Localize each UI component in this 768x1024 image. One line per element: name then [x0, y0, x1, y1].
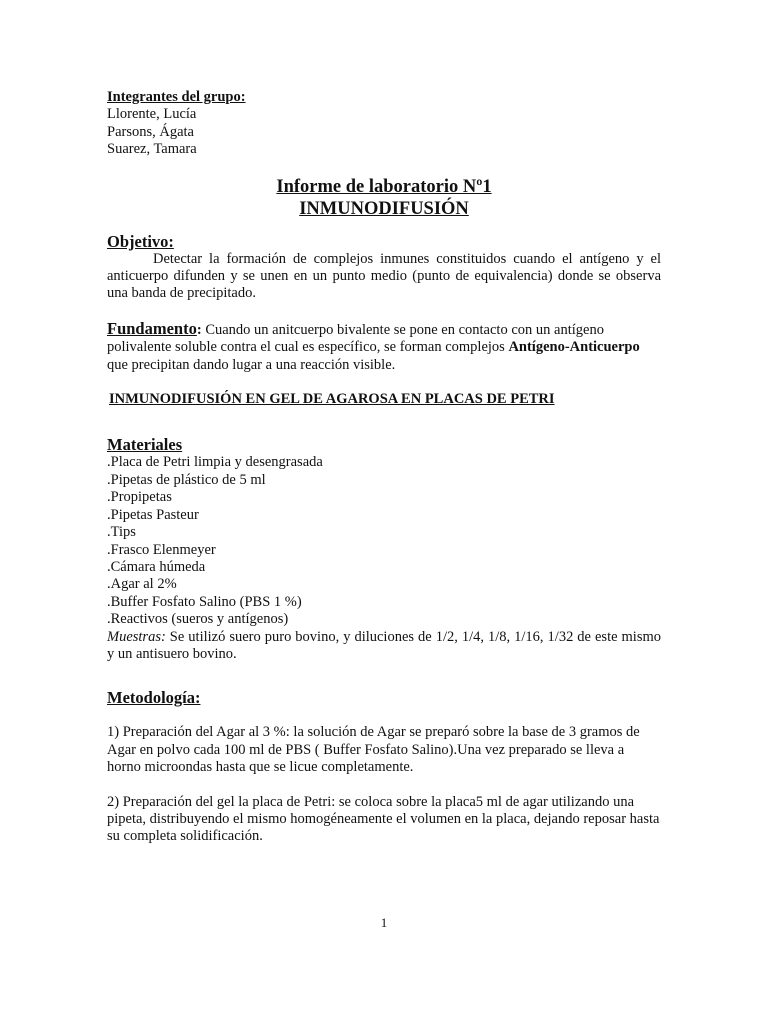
- report-title-line1: Informe de laboratorio Nº1: [276, 176, 492, 197]
- metodologia-heading: Metodología:: [107, 688, 201, 708]
- member-name: Parsons, Ágata: [107, 123, 194, 140]
- fundamento-text-end: que precipitan dando lugar a una reacción visible.: [107, 356, 396, 373]
- materiales-list: [107, 454, 661, 628]
- muestras-paragraph: [107, 629, 661, 664]
- list-item: .Pipetas Pasteur: [107, 506, 199, 523]
- list-item: .Agar al 2%: [107, 576, 177, 593]
- list-item: .Propipetas: [107, 489, 172, 506]
- materiales-heading: Materiales: [107, 435, 183, 455]
- muestras-text: Se utilizó suero puro bovino, y diluciones de 1/2, 1/4, 1/8, 1/16, 1/32 de este mismo y un antisuero bovino.: [107, 628, 661, 662]
- list-item: .Tips: [107, 524, 136, 541]
- list-item: .Buffer Fosfato Salino (PBS 1 %): [107, 593, 302, 610]
- fundamento-bold-term: Antígeno-Anticuerpo: [508, 339, 640, 356]
- page-number: 1: [380, 915, 388, 930]
- metodologia-step-1: 1) Preparación del Agar al 3 %: la solución de Agar se preparó sobre la base de 3 gramos de Agar en polvo cada 100 ml de PBS ( Buffer Fosfato Salino).Una vez preparado se lleva a horno microondas hasta que se licue completamente.: [107, 724, 640, 776]
- section-title: INMUNODIFUSIÓN EN GEL DE AGAROSA EN PLACAS DE PETRI: [109, 391, 555, 408]
- list-item: .Frasco Elenmeyer: [107, 541, 216, 558]
- fundamento-colon: :: [196, 321, 202, 338]
- fundamento-text: Cuando un anitcuerpo bivalente se pone en contacto con un antígeno polivalente soluble contra el cual es específico, se forman complejos: [107, 321, 604, 356]
- objetivo-text: Detectar la formación de complejos inmunes constituidos cuando el antígeno y el anticuerpo difunden y se unen en un punto medio (punto de equivalencia) donde se observa una banda de precipitado.: [107, 250, 661, 302]
- objetivo-heading: Objetivo:: [107, 231, 174, 251]
- fundamento-heading: Fundamento: [107, 318, 197, 338]
- group-members-section: [107, 89, 661, 159]
- member-name: Suarez, Tamara: [107, 141, 197, 158]
- report-title: [107, 176, 661, 220]
- document-page: [107, 89, 661, 846]
- metodologia-step-2: 2) Preparación del gel la placa de Petri: se coloca sobre la placa5 ml de agar utilizando una pipeta, distribuyendo el mismo homogéneamente el volumen en la placa, dejando reposar hasta su completa solidificación.: [107, 793, 660, 845]
- list-item: .Cámara húmeda: [107, 558, 206, 575]
- fundamento-paragraph: [107, 320, 661, 374]
- list-item: .Pipetas de plástico de 5 ml: [107, 471, 266, 488]
- report-title-line2: INMUNODIFUSIÓN: [299, 198, 469, 219]
- muestras-label: Muestras:: [107, 628, 166, 645]
- list-item: .Placa de Petri limpia y desengrasada: [107, 454, 323, 471]
- list-item: .Reactivos (sueros y antígenos): [107, 611, 289, 628]
- group-title: Integrantes del grupo:: [107, 89, 246, 105]
- member-name: Llorente, Lucía: [107, 106, 197, 123]
